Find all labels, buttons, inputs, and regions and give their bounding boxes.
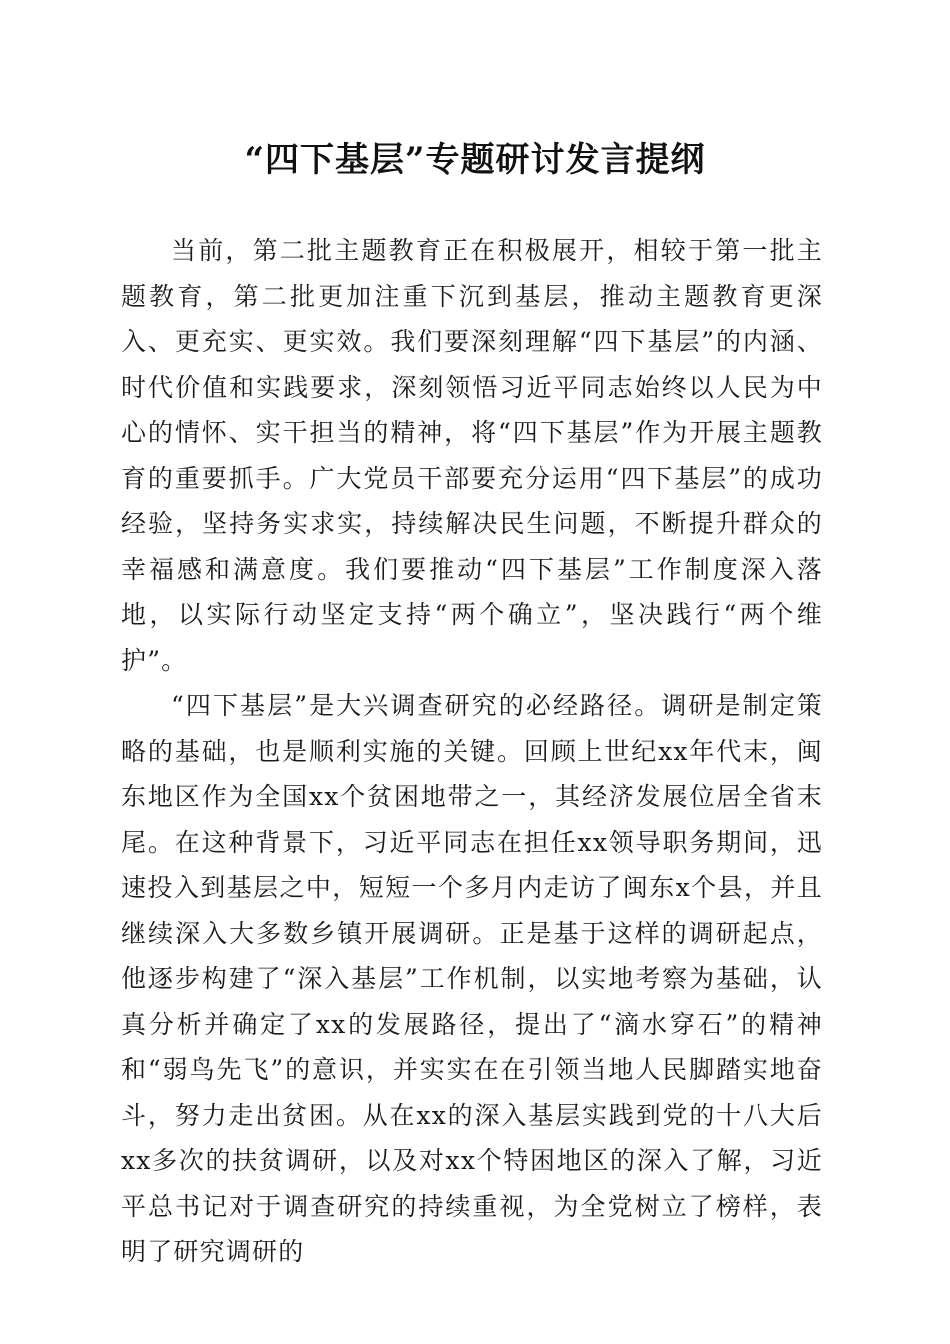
paragraph-2: “四下基层”是大兴调查研究的必经路径。调研是制定策略的基础，也是顺利实施的关键。回顾上世纪xx年代末，闽东地区作为全国xx个贫困地带之一，其经济发展位居全省末尾。在这种背景下，习近平同志在担任xx领导职务期间，迅速投入到基层之中，短短一个多月内走访了闽东x个县，并且继续深入大多数乡镇开展调研。正是基于这样的调研起点，他逐步构建了“深入基层”工作机制，以实地考察为基础，认真分析并确定了xx的发展路径，提出了“滴水穿石”的精神和“弱鸟先飞”的意识，并实实在在引领当地人民脚踏实地奋斗，努力走出贫困。从在xx的深入基层实践到党的十八大后xx多次的扶贫调研，以及对xx个特困地区的深入了解，习近平总书记对于调查研究的持续重视，为全党树立了榜样，表明了研究调研的 bbox=[121, 691, 823, 1266]
paragraph-1: 当前，第二批主题教育正在积极展开，相较于第一批主题教育，第二批更加注重下沉到基层，推动主题教育更深入、更充实、更实效。我们要深刻理解“四下基层”的内涵、时代价值和实践要求，深刻领悟习近平同志始终以人民为中心的情怀、实干担当的精神，将“四下基层”作为开展主题教育的重要抓手。广大党员干部要充分运用“四下基层”的成功经验，坚持务实求实，持续解决民生问题，不断提升群众的幸福感和满意度。我们要推动“四下基层”工作制度深入落地，以实际行动坚定支持“两个确立”，坚决践行“两个维护”。 bbox=[121, 236, 823, 675]
document-body bbox=[121, 228, 823, 1275]
document-title: “四下基层”专题研讨发言提纲 bbox=[244, 140, 706, 180]
